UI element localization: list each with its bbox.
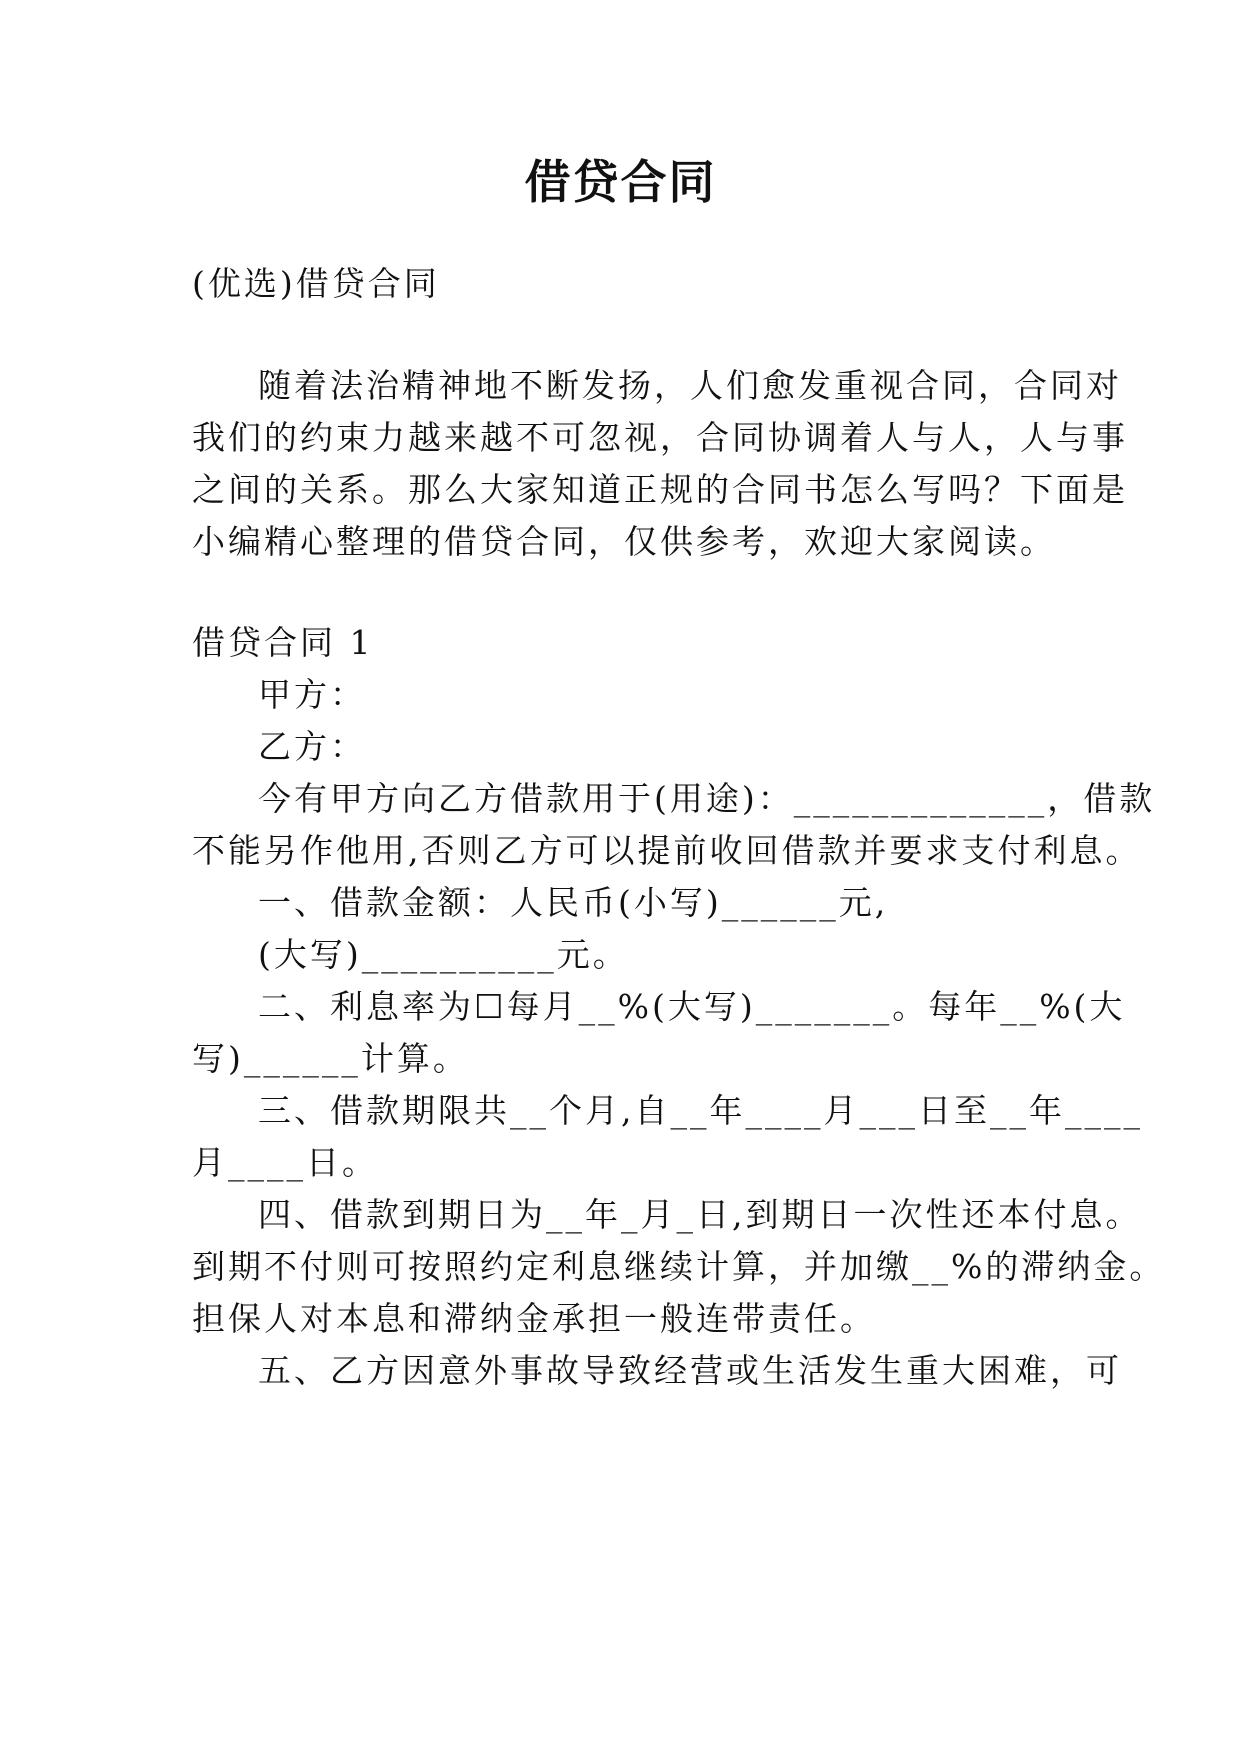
clause-line: 担保人对本息和滞纳金承担一般连带责任。 (192, 1299, 876, 1338)
intro-line: 随着法治精神地不断发扬，人们愈发重视合同，合同对 (258, 366, 1122, 405)
clause-line: 到期不付则可按照约定利息继续计算，并加缴__%的滞纳金。 (192, 1247, 1166, 1286)
clause-line: 不能另作他用,否则乙方可以提前收回借款并要求支付利息。 (192, 831, 1142, 870)
clause-line: 五、乙方因意外事故导致经营或生活发生重大困难，可 (258, 1351, 1122, 1390)
party-b-label: 乙方： (258, 727, 366, 766)
clause-line: 写)______计算。 (192, 1039, 469, 1078)
intro-line: 我们的约束力越来越不可忽视，合同协调着人与人，人与事 (192, 418, 1128, 457)
subtitle: (优选)借贷合同 (192, 264, 440, 303)
party-a-label: 甲方： (258, 675, 366, 714)
intro-line: 小编精心整理的借贷合同，仅供参考，欢迎大家阅读。 (192, 522, 1056, 561)
clause-line: 四、借款到期日为__年_月_日,到期日一次性还本付息。 (258, 1195, 1142, 1234)
clause-line: (大写)__________元。 (258, 935, 629, 974)
clause-line: 二、利息率为☐每月__%(大写)_______。每年__%(大 (258, 987, 1126, 1026)
intro-line: 之间的关系。那么大家知道正规的合同书怎么写吗？下面是 (192, 470, 1128, 509)
document-title: 借贷合同 (524, 155, 717, 209)
clause-line: 月____日。 (192, 1143, 378, 1182)
clause-line: 一、借款金额：人民币(小写)______元, (258, 883, 889, 922)
section-title: 借贷合同 1 (192, 623, 374, 662)
clause-line: 今有甲方向乙方借款用于(用途)：_____________，借款 (258, 779, 1156, 818)
clause-line: 三、借款期限共__个月,自__年____月___日至__年____ (258, 1091, 1143, 1130)
